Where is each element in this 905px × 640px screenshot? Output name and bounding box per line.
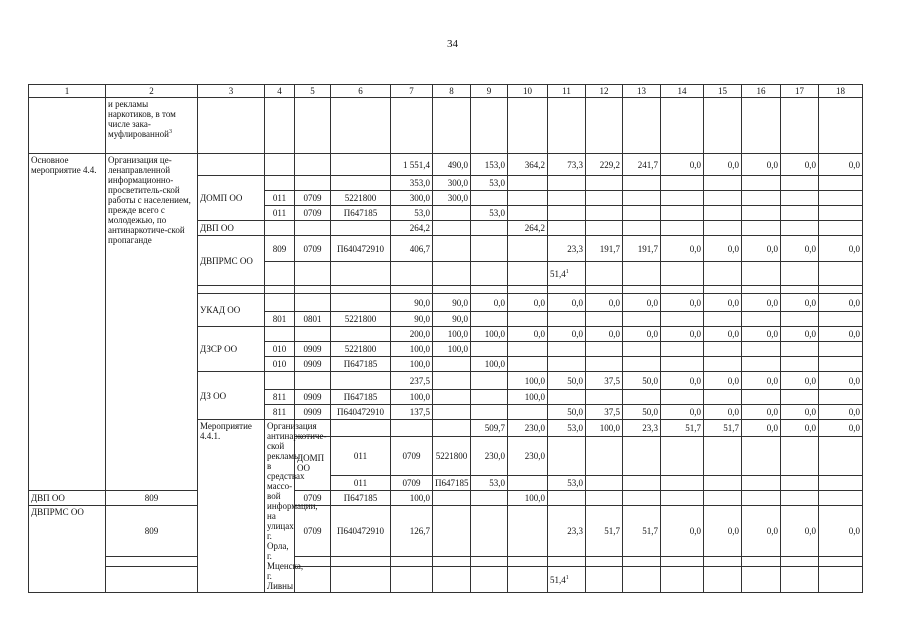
table-row	[29, 557, 863, 567]
event-description: Организация антинаркотиче-ской рекламы в средствах массо-вой информации, на улицах г. Орла, г. Мценска, г. Ливны	[265, 420, 295, 593]
executor-label: ДЗ ОО	[198, 372, 265, 420]
table-row: 811 0909 П640472910 137,5 50,0 37,5 50,0 0,0 0,0 0,0 0,0 0,0	[29, 405, 863, 420]
table-row: 010 0909 П647185 100,0 100,0	[29, 357, 863, 372]
table-row: ДЗСР ОО 200,0 100,0 100,0 0,0 0,0 0,0 0,0 0,0 0,0 0,0 0,0 0,0	[29, 327, 863, 342]
table-row: ДЗ ОО 237,5 100,0 50,0 37,5 50,0 0,0 0,0 0,0 0,0 0,0	[29, 372, 863, 390]
col-header: 10	[508, 85, 548, 98]
header-row	[29, 85, 863, 98]
col-header: 13	[623, 85, 661, 98]
col-header: 2	[106, 85, 198, 98]
executor-label: ДВП ОО	[29, 490, 106, 505]
col-header: 9	[471, 85, 508, 98]
footnote-value: 51,4$^1$	[548, 262, 586, 286]
table-row: ДВПРМС ОО 809 0709 П640472910 406,7 23,3 191,7 191,7 0,0 0,0 0,0 0,0 0,0	[29, 236, 863, 262]
table-row: 811 0909 П647185 100,0 100,0	[29, 390, 863, 405]
executor-label: ДВПРМС ОО	[29, 505, 106, 593]
table-row	[29, 567, 863, 593]
page-number: 34	[447, 38, 458, 50]
table-row: ДВПРМС ОО 809 0709 П640472910 126,7 23,3 51,7 51,7 0,0 0,0 0,0 0,0 0,0	[29, 505, 863, 557]
executor-label: ДОМП ОО	[295, 437, 331, 491]
table-row: ДВП ОО 264,2 264,2	[29, 221, 863, 236]
footnote-value: 51,4$^1$	[548, 567, 586, 593]
col-header: 15	[704, 85, 742, 98]
budget-table	[28, 84, 863, 593]
table-row: 010 0909 5221800 100,0 100,0	[29, 342, 863, 357]
table-row	[29, 98, 863, 154]
table-row: Мероприятие 4.4.1. Организация антинаркотиче-ской рекламы в средствах массо-вой информации, на улицах г. Орла, г. Мценска, г. Ливны 509,7 230,0 53,0 100,0 23,3 51,7 51,7 0,0 0,0 0,0	[29, 420, 863, 437]
table-row: 011 0709 5221800 300,0 300,0	[29, 191, 863, 206]
table-row: УКАД ОО 90,0 90,0 0,0 0,0 0,0 0,0 0,0 0,0 0,0 0,0 0,0 0,0	[29, 294, 863, 312]
table-row: 011 0709 П647185 53,0 53,0	[29, 206, 863, 221]
executor-label: ДЗСР ОО	[198, 327, 265, 372]
col-header: 1	[29, 85, 106, 98]
continued-description: и рекламы наркотиков, в том числе зака-муфлированной$^3$	[106, 98, 198, 154]
col-header: 16	[742, 85, 781, 98]
col-header: 5	[295, 85, 331, 98]
event-name: Мероприятие 4.4.1.	[198, 420, 265, 593]
col-header: 14	[661, 85, 704, 98]
executor-label: УКАД ОО	[198, 294, 265, 327]
table-row: ДОМП ОО 353,0 300,0 53,0	[29, 176, 863, 191]
table-row: 011 0709 П647185 53,0 53,0	[29, 475, 863, 490]
col-header: 6	[331, 85, 391, 98]
executor-label: ДОМП ОО	[198, 176, 265, 221]
table-row: ДОМП ОО 011 0709 5221800 230,0 230,0	[29, 437, 863, 476]
col-header: 8	[433, 85, 471, 98]
col-header: 3	[198, 85, 265, 98]
col-header: 7	[391, 85, 433, 98]
col-header: 11	[548, 85, 586, 98]
executor-label: ДВПРМС ОО	[198, 236, 265, 286]
event-name: Основное мероприятие 4.4.	[29, 154, 106, 491]
table-row: Основное мероприятие 4.4. Организация це-ленаправленной информационно-просветитель-ской работы с населением, прежде всего с молодежью, по антинаркотиче-ской пропаганде 1 551,4 490,0 153,0 364,2 73,3 229,2 241,7 0,0 0,0 0,0 0,0 0,0	[29, 154, 863, 176]
executor-label: ДВП ОО	[198, 221, 265, 236]
col-header: 4	[265, 85, 295, 98]
col-header: 17	[781, 85, 819, 98]
table-row: 801 0801 5221800 90,0 90,0	[29, 312, 863, 327]
col-header: 18	[819, 85, 863, 98]
table-row: ДВП ОО 809 0709 П647185 100,0 100,0	[29, 490, 863, 505]
event-description: Организация це-ленаправленной информационно-просветитель-ской работы с населением, прежде всего с молодежью, по антинаркотиче-ской пропаганде	[106, 154, 198, 491]
col-header: 12	[586, 85, 623, 98]
